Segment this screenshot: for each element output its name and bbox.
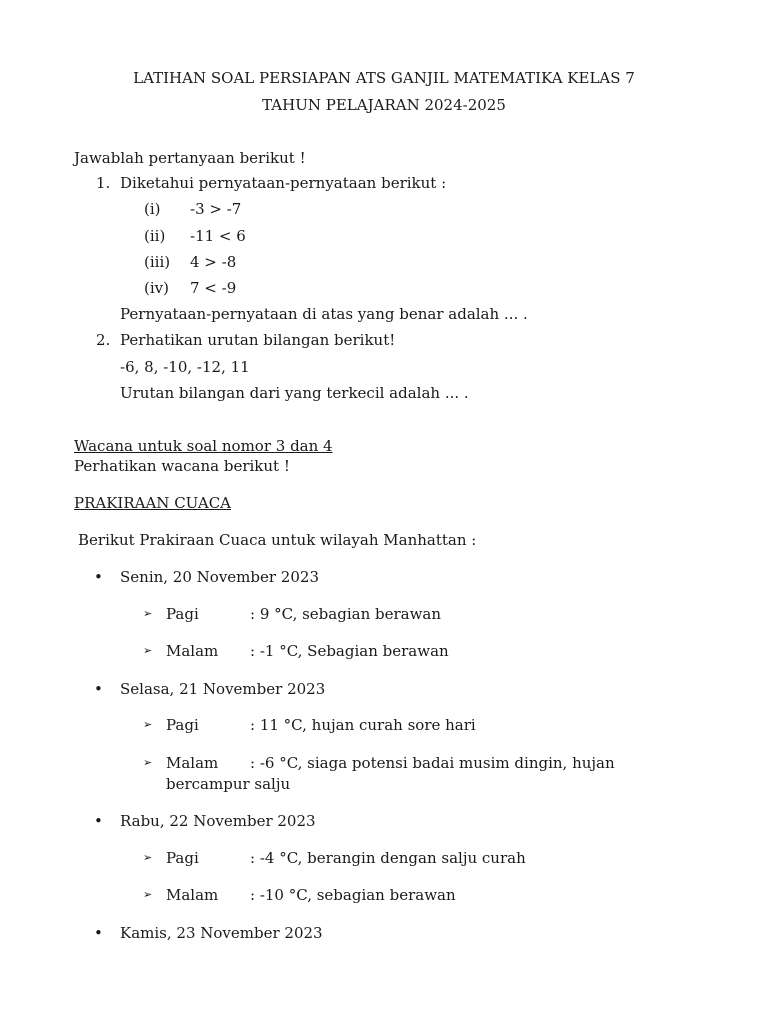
arrow-bullet-icon: ➢ xyxy=(143,644,153,657)
entry-desc: : -4 °C, berangin dengan salju curah xyxy=(250,849,526,867)
q1-item-label: (i) xyxy=(144,200,161,218)
arrow-bullet-icon: ➢ xyxy=(143,607,153,620)
entry-desc: : -10 °C, sebagian berawan xyxy=(250,886,456,904)
q1-item-label: (iii) xyxy=(144,253,171,271)
arrow-bullet-icon: ➢ xyxy=(143,851,153,864)
q1-item-label: (ii) xyxy=(144,227,166,245)
doc-title-line2: TAHUN PELAJARAN 2024-2025 xyxy=(262,96,506,114)
entry-desc: : 9 °C, sebagian berawan xyxy=(250,605,442,623)
arrow-bullet-icon: ➢ xyxy=(143,718,153,731)
day-date: Senin, 20 November 2023 xyxy=(120,568,319,586)
wacana-subheading: PRAKIRAAN CUACA xyxy=(74,494,232,512)
q1-item-expr: 4 > -8 xyxy=(190,253,237,271)
bullet-icon: • xyxy=(94,812,103,830)
entry-time: Malam xyxy=(166,754,219,772)
q1-item-label: (iv) xyxy=(144,279,169,297)
day-date: Rabu, 22 November 2023 xyxy=(120,812,316,830)
arrow-bullet-icon: ➢ xyxy=(143,756,153,769)
instruction: Jawablah pertanyaan berikut ! xyxy=(74,149,306,167)
bullet-icon: • xyxy=(94,680,103,698)
entry-time: Malam xyxy=(166,642,219,660)
q1-item-expr: -3 > -7 xyxy=(190,200,242,218)
bullet-icon: • xyxy=(94,568,103,586)
q1-number: 1. xyxy=(96,174,111,192)
wacana-intro: Perhatikan wacana berikut ! xyxy=(74,457,290,475)
day-date: Kamis, 23 November 2023 xyxy=(120,924,323,942)
doc-title-line1: LATIHAN SOAL PERSIAPAN ATS GANJIL MATEMATIKA KELAS 7 xyxy=(133,69,635,87)
wacana-heading: Wacana untuk soal nomor 3 dan 4 xyxy=(74,437,333,455)
entry-desc: : -1 °C, Sebagian berawan xyxy=(250,642,449,660)
day-date: Selasa, 21 November 2023 xyxy=(120,680,326,698)
bullet-icon: • xyxy=(94,924,103,942)
q2-number: 2. xyxy=(96,331,111,349)
q2-question: Urutan bilangan dari yang terkecil adalah ... . xyxy=(120,384,469,402)
q1-text: Diketahui pernyataan-pernyataan berikut : xyxy=(120,174,447,192)
q2-sequence: -6, 8, -10, -12, 11 xyxy=(120,358,250,376)
entry-time: Pagi xyxy=(166,716,199,734)
q1-item-expr: -11 < 6 xyxy=(190,227,246,245)
entry-desc: : -6 °C, siaga potensi badai musim dingin, hujan xyxy=(250,754,615,772)
q1-question: Pernyataan-pernyataan di atas yang benar adalah ... . xyxy=(120,305,528,323)
q1-item-expr: 7 < -9 xyxy=(190,279,237,297)
entry-time: Malam xyxy=(166,886,219,904)
q2-text: Perhatikan urutan bilangan berikut! xyxy=(120,331,396,349)
arrow-bullet-icon: ➢ xyxy=(143,888,153,901)
entry-desc: : 11 °C, hujan curah sore hari xyxy=(250,716,476,734)
wacana-lead: Berikut Prakiraan Cuaca untuk wilayah Manhattan : xyxy=(78,531,477,549)
entry-time: Pagi xyxy=(166,849,199,867)
entry-time: Pagi xyxy=(166,605,199,623)
entry-desc-continuation: bercampur salju xyxy=(166,775,291,793)
